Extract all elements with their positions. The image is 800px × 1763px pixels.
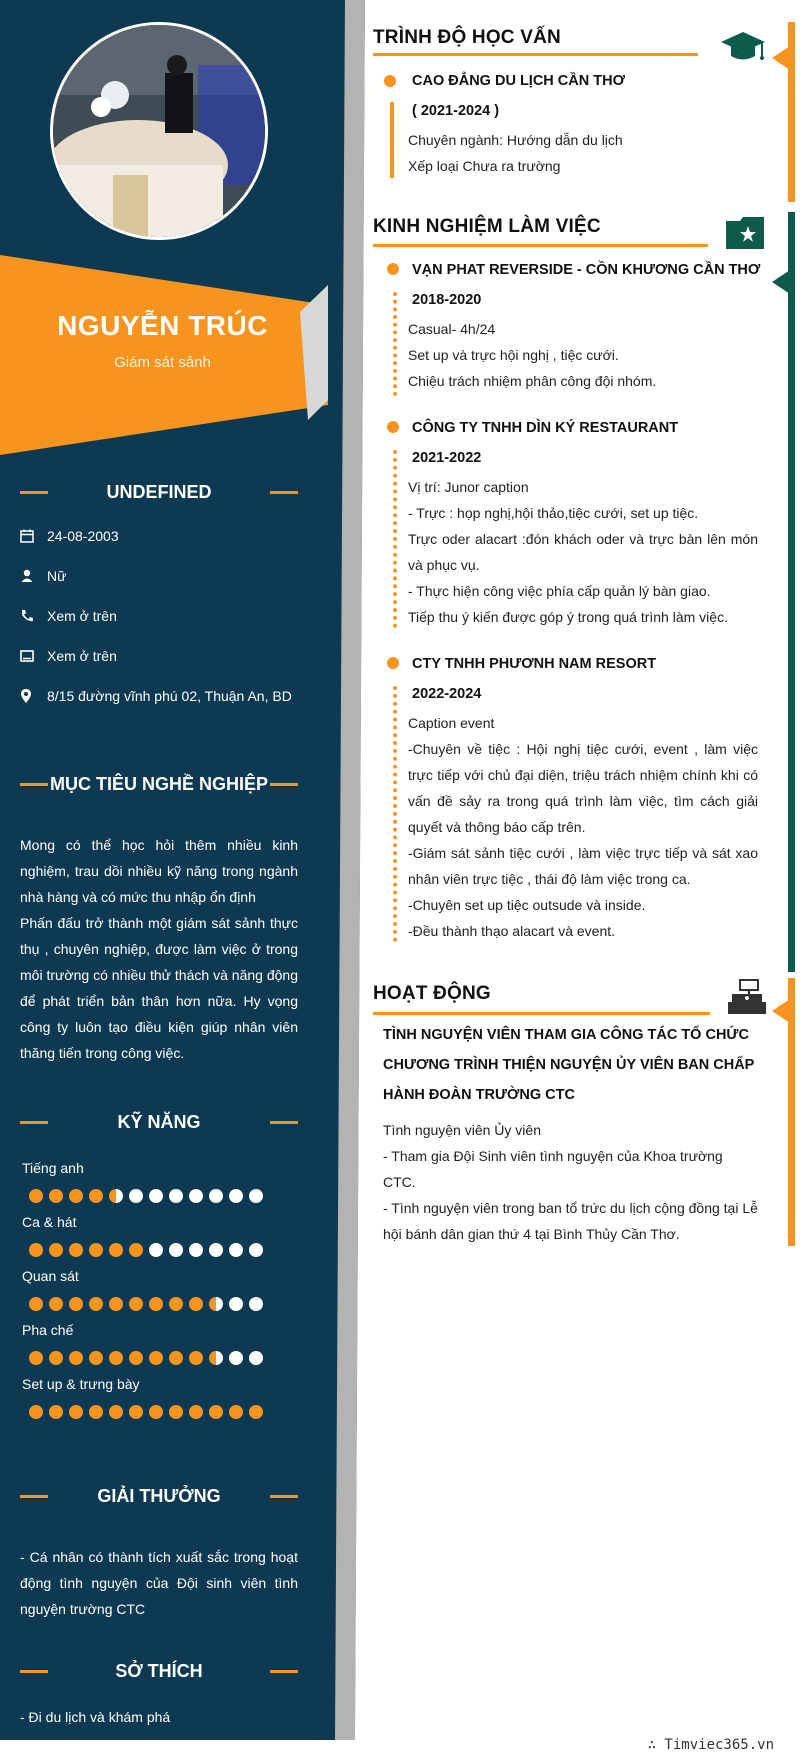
- edge-accent-bar: [788, 212, 795, 972]
- heading-bar: [270, 1495, 298, 1498]
- timeline-dotted-line: [393, 292, 397, 396]
- skill-dot: [69, 1351, 83, 1365]
- timeline-bullet: [387, 263, 399, 275]
- personal-title: UNDEFINED: [106, 481, 212, 502]
- address-row: [20, 688, 310, 704]
- gender-row: [20, 568, 310, 584]
- calendar-icon: [20, 529, 47, 543]
- skill-dot: [169, 1243, 183, 1257]
- job-period: 2021-2022: [412, 450, 482, 466]
- awards-heading: [20, 1482, 298, 1510]
- skill-dot: [209, 1189, 223, 1203]
- skill-dot: [169, 1405, 183, 1419]
- skill-dot: [169, 1189, 183, 1203]
- skill-dot: [169, 1351, 183, 1365]
- heading-underline: [373, 244, 708, 247]
- skill-dot: [129, 1243, 143, 1257]
- awards-text: - Cá nhân có thành tích xuất sắc trong hoạt động tình nguyện của Đội sinh viên tình nguyện trường CTC: [20, 1549, 298, 1617]
- phone-row: [20, 608, 310, 624]
- skill-dot: [169, 1297, 183, 1311]
- skill-label-observation: Quan sát: [22, 1268, 79, 1284]
- skill-dot: [209, 1351, 223, 1365]
- education-period: ( 2021-2024 ): [412, 103, 500, 119]
- job-company: CTY TNHH PHƯƠNH NAM RESORT: [412, 656, 657, 672]
- skill-dot: [189, 1405, 203, 1419]
- hobbies-title: SỞ THÍCH: [115, 1660, 203, 1681]
- user-icon: [20, 569, 47, 583]
- edge-arrow: [772, 46, 790, 70]
- skill-dot: [29, 1297, 43, 1311]
- skill-rating-setup: [29, 1405, 263, 1419]
- avatar: [50, 22, 268, 240]
- skill-rating-singing: [29, 1243, 263, 1257]
- address-value: 8/15 đường vĩnh phú 02, Thuận An, BD: [47, 688, 292, 704]
- heading-underline: [373, 1012, 710, 1015]
- heading-bar: [20, 1495, 48, 1498]
- skill-dot: [109, 1189, 123, 1203]
- timeline-bullet: [384, 75, 396, 87]
- skill-rating-observation: [29, 1297, 263, 1311]
- activity-details: Tình nguyện viên Ủy viên - Tham gia Đội Sinh viên tình nguyện của Khoa trường CTC. - Tình nguyện viên trong ban tổ trức du lịch cộng đồng tại Lễ hội bánh dân gian thứ 4 tại Bình Thủy Cần Thơ.: [383, 1122, 758, 1242]
- skill-dot: [89, 1243, 103, 1257]
- skill-dot: [69, 1405, 83, 1419]
- skill-dot: [229, 1351, 243, 1365]
- folder-star-icon: [726, 217, 764, 254]
- skill-dot: [189, 1189, 203, 1203]
- experience-heading: KINH NGHIỆM LÀM VIỆC: [373, 216, 601, 237]
- awards-title: GIẢI THƯỞNG: [97, 1485, 221, 1506]
- skill-dot: [49, 1351, 63, 1365]
- skill-dot: [29, 1189, 43, 1203]
- skill-dot: [249, 1243, 263, 1257]
- heading-bar: [270, 1121, 298, 1124]
- hobbies-heading: [20, 1657, 298, 1685]
- skill-dot: [69, 1243, 83, 1257]
- objective-heading: [20, 770, 298, 798]
- graduation-cap-icon: [720, 30, 766, 69]
- job-period: 2018-2020: [412, 292, 482, 308]
- birthdate-value: 24-08-2003: [47, 528, 119, 544]
- email-icon: [20, 649, 47, 663]
- skill-rating-english: [29, 1189, 263, 1203]
- skill-dot: [69, 1189, 83, 1203]
- heading-underline: [373, 53, 698, 56]
- skill-dot: [249, 1351, 263, 1365]
- podium-icon: [728, 978, 766, 1021]
- skill-dot: [229, 1405, 243, 1419]
- skill-dot: [109, 1243, 123, 1257]
- skill-dot: [209, 1243, 223, 1257]
- email-row: [20, 648, 310, 664]
- heading-bar: [270, 783, 298, 786]
- skill-dot: [229, 1189, 243, 1203]
- timeline-bullet: [387, 421, 399, 433]
- heading-bar: [270, 1670, 298, 1673]
- skill-dot: [209, 1297, 223, 1311]
- skill-dot: [129, 1189, 143, 1203]
- skill-dot: [89, 1351, 103, 1365]
- skill-label-english: Tiếng anh: [22, 1160, 84, 1176]
- phone-icon: [20, 609, 47, 623]
- skill-dot: [249, 1297, 263, 1311]
- skill-dot: [149, 1405, 163, 1419]
- skill-dot: [229, 1243, 243, 1257]
- heading-bar: [20, 1670, 48, 1673]
- skill-dot: [49, 1243, 63, 1257]
- skill-dot: [29, 1243, 43, 1257]
- education-heading: TRÌNH ĐỘ HỌC VẤN: [373, 27, 561, 48]
- job-details: Caption event -Chuyên về tiệc : Hội nghị tiệc cưới, event , làm việc trực tiếp với chủ đại diện, triệu trách nhiệm chính khi có vấn đề sảy ra trong quá trình làm việc, tìm cách giải quyết và thông báo cấp trên. -Giám sát sảnh tiệc cưới , làm việc trực tiếp và sát xao nhân viên trực tiệc , thái độ làm việc trong ca. -Chuyên set up tiệc outsude và inside. -Đều thành thạo alacart và event.: [408, 715, 758, 939]
- job-period: 2022-2024: [412, 686, 482, 702]
- skill-dot: [249, 1405, 263, 1419]
- education-rank: Xếp loại Chưa ra trường: [408, 158, 561, 174]
- personal-heading: [20, 478, 298, 506]
- skill-dot: [189, 1351, 203, 1365]
- email-value: Xem ở trên: [47, 648, 117, 664]
- skill-rating-bartending: [29, 1351, 263, 1365]
- edge-arrow: [772, 999, 790, 1023]
- skill-dot: [129, 1297, 143, 1311]
- timeline-bullet: [387, 657, 399, 669]
- education-school: CAO ĐẲNG DU LỊCH CẦN THƠ: [412, 73, 625, 89]
- skill-dot: [89, 1297, 103, 1311]
- job-details: Vị trí: Junor caption - Trực : họp nghị,hội thảo,tiệc cưới, set up tiệc. Trực oder alacart :đón khách oder và trực bàn lên món và phục vụ. - Thực hiện công việc phía cấp quản lý bàn giao. Tiếp thu ý kiến được góp ý trong quá trình làm việc.: [408, 479, 758, 625]
- skill-dot: [49, 1297, 63, 1311]
- skill-dot: [49, 1405, 63, 1419]
- skill-dot: [189, 1243, 203, 1257]
- gender-value: Nữ: [47, 568, 67, 584]
- skill-dot: [29, 1405, 43, 1419]
- skill-label-setup: Set up & trưng bày: [22, 1376, 140, 1392]
- location-icon: [20, 689, 47, 703]
- skill-dot: [149, 1351, 163, 1365]
- skill-dot: [229, 1297, 243, 1311]
- skill-dot: [149, 1189, 163, 1203]
- job-details: Casual- 4h/24 Set up và trực hội nghị , tiệc cưới. Chiệu trách nhiệm phân công đội nhóm.: [408, 321, 657, 389]
- objective-text: Mong có thể học hỏi thêm nhiều kinh nghiệm, trau dồi nhiều kỹ năng trong ngành nhà hàng và có mức thu nhập ổn định Phấn đấu trở thành một giám sát sảnh thực thụ , chuyên nghiệp, được làm việc ở trong môi trường có nhiều thử thách và năng động để phát triển bản thân hơn nữa. Hy vọng công ty luôn tạo điều kiện giúp nhân viên thăng tiến trong công việc.: [20, 837, 298, 1061]
- skill-dot: [209, 1405, 223, 1419]
- phone-value: Xem ở trên: [47, 608, 117, 624]
- skill-label-bartending: Pha chế: [22, 1322, 74, 1338]
- job-company: VẠN PHAT REVERSIDE - CỒN KHƯƠNG CẦN THƠ: [412, 262, 761, 278]
- activity-title: TÌNH NGUYỆN VIÊN THAM GIA CÔNG TÁC TỔ CHỨC CHƯƠNG TRÌNH THIỆN NGUYỆN ỦY VIÊN BAN CHẤP HÀNH ĐOÀN TRƯỜNG CTC: [383, 1027, 755, 1103]
- skill-dot: [129, 1405, 143, 1419]
- skill-dot: [249, 1189, 263, 1203]
- skills-heading: [20, 1108, 298, 1136]
- skill-dot: [109, 1351, 123, 1365]
- skill-dot: [29, 1351, 43, 1365]
- watermark: ∴ Timviec365.vn: [647, 1737, 774, 1753]
- skill-dot: [109, 1297, 123, 1311]
- skill-dot: [69, 1297, 83, 1311]
- timeline-line: [390, 102, 394, 178]
- skill-dot: [129, 1351, 143, 1365]
- skill-dot: [109, 1405, 123, 1419]
- birthdate-row: [20, 528, 310, 544]
- skill-dot: [189, 1297, 203, 1311]
- heading-bar: [270, 491, 298, 494]
- profile-name: NGUYỄN TRÚC: [57, 310, 268, 341]
- hobbies-text: - Đi du lịch và khám phá: [20, 1709, 171, 1725]
- heading-bar: [20, 491, 48, 494]
- job-company: CÔNG TY TNHH DÌN KÝ RESTAURANT: [412, 420, 679, 436]
- profile-position: Giám sát sảnh: [114, 354, 211, 371]
- skill-dot: [89, 1189, 103, 1203]
- heading-bar: [20, 783, 48, 786]
- skills-title: KỸ NĂNG: [117, 1111, 201, 1132]
- education-major: Chuyên ngành: Hướng dẫn du lịch: [408, 132, 623, 148]
- skill-dot: [149, 1297, 163, 1311]
- timeline-dotted-line: [393, 450, 397, 628]
- skill-dot: [89, 1405, 103, 1419]
- timeline-dotted-line: [393, 686, 397, 942]
- skill-label-singing: Ca & hát: [22, 1214, 77, 1230]
- skill-dot: [49, 1189, 63, 1203]
- heading-bar: [20, 1121, 48, 1124]
- activities-heading: HOẠT ĐỘNG: [373, 983, 491, 1004]
- edge-arrow: [772, 270, 790, 294]
- skill-dot: [149, 1243, 163, 1257]
- objective-title: MỤC TIÊU NGHỀ NGHIỆP: [49, 773, 268, 794]
